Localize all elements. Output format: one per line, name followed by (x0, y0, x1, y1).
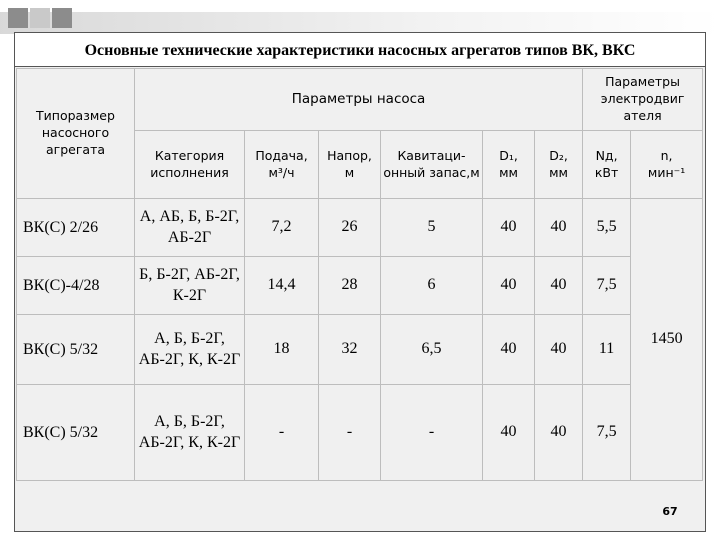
header-d2 (535, 131, 583, 199)
power-cell: 5,5 (583, 199, 631, 257)
cavitation-cell: 6 (381, 257, 483, 315)
header-motor-params: Параметры электродвиг ателя (583, 69, 703, 131)
header-head (319, 131, 381, 199)
power-cell: 11 (583, 315, 631, 385)
table-row (17, 315, 703, 385)
d2-cell: 40 (535, 257, 583, 315)
header-row-1 (17, 69, 703, 131)
model-cell: ВК(С) 2/26 (17, 199, 135, 257)
category-cell: Б, Б-2Г, АБ-2Г, К-2Г (135, 257, 245, 315)
head-label: Напор, (327, 147, 372, 163)
decor-square (52, 8, 72, 28)
power-unit: кВт (594, 164, 619, 180)
head-cell: 32 (319, 315, 381, 385)
power-cell: 7,5 (583, 257, 631, 315)
cavitation-cell: 6,5 (381, 315, 483, 385)
speed-unit: мин⁻¹ (647, 164, 686, 180)
power-label: Nд, (595, 147, 618, 163)
d1-cell: 40 (483, 257, 535, 315)
head-cell: 28 (319, 257, 381, 315)
header-category: Категория исполнения (135, 131, 245, 199)
model-cell: ВК(С)-4/28 (17, 257, 135, 315)
header-pump-params: Параметры насоса (135, 69, 583, 131)
header-d1 (483, 131, 535, 199)
category-cell: А, Б, Б-2Г, АБ-2Г, К, К-2Г (135, 315, 245, 385)
table-row (17, 385, 703, 481)
head-cell: 26 (319, 199, 381, 257)
flow-label: Подача, (255, 147, 308, 163)
flow-cell: 7,2 (245, 199, 319, 257)
cavitation-cell: - (381, 385, 483, 481)
header-speed (631, 131, 703, 199)
category-cell: А, Б, Б-2Г, АБ-2Г, К, К-2Г (135, 385, 245, 481)
d2-label: D₂, (549, 147, 568, 163)
table-row (17, 257, 703, 315)
d1-label: D₁, (499, 147, 518, 163)
header-cavitation: Кавитаци-онный запас,м (381, 131, 483, 199)
d2-unit: мм (549, 164, 568, 180)
d2-cell: 40 (535, 385, 583, 481)
d1-cell: 40 (483, 315, 535, 385)
flow-cell: 18 (245, 315, 319, 385)
decor-square (30, 8, 50, 28)
model-cell: ВК(С) 5/32 (17, 385, 135, 481)
speed-label: n, (660, 147, 673, 163)
table-row (17, 199, 703, 257)
flow-unit: м³/ч (268, 164, 295, 180)
head-cell: - (319, 385, 381, 481)
d1-cell: 40 (483, 199, 535, 257)
header-flow (245, 131, 319, 199)
flow-cell: - (245, 385, 319, 481)
page-number: 67 (662, 505, 678, 518)
power-cell: 7,5 (583, 385, 631, 481)
flow-cell: 14,4 (245, 257, 319, 315)
category-cell: А, АБ, Б, Б-2Г, АБ-2Г (135, 199, 245, 257)
decor-square (8, 8, 28, 28)
d2-cell: 40 (535, 315, 583, 385)
speed-cell: 1450 (631, 199, 703, 481)
head-unit: м (344, 164, 355, 180)
model-cell: ВК(С) 5/32 (17, 315, 135, 385)
d2-cell: 40 (535, 199, 583, 257)
slide-title: Основные технические характеристики насосных агрегатов типов ВК, ВКС (14, 32, 706, 70)
header-type-size: Типоразмер насосного агрегата (17, 69, 135, 199)
header-power (583, 131, 631, 199)
d1-unit: мм (499, 164, 518, 180)
cavitation-cell: 5 (381, 199, 483, 257)
d1-cell: 40 (483, 385, 535, 481)
pump-specs-table (16, 68, 703, 481)
